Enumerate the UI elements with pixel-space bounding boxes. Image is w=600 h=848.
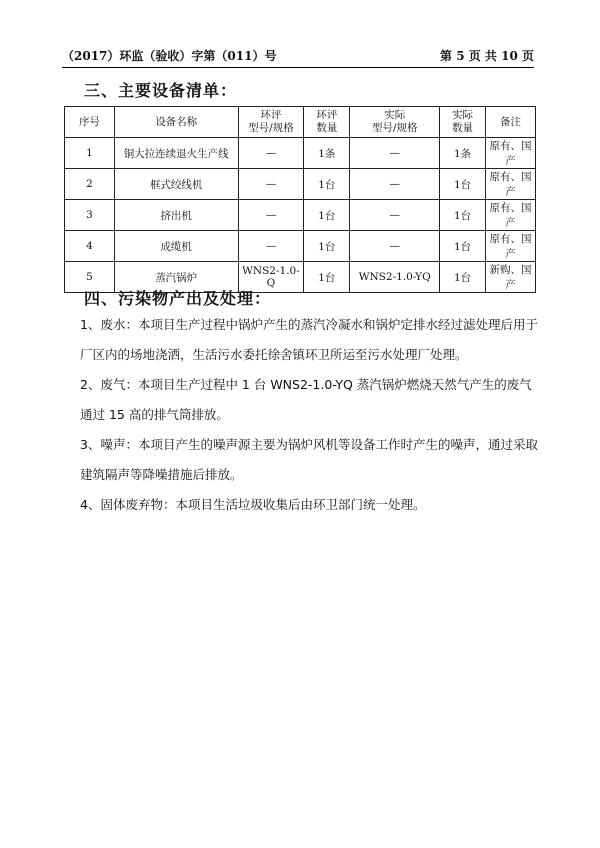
cell-eia-qty: 1台 [304,262,350,293]
paragraph-solid-waste: 4、固体废弃物：本项目生活垃圾收集后由环卫部门统一处理。 [80,497,426,512]
table-row [65,138,536,169]
cell-eia-qty: 1台 [304,200,350,231]
cell-eia-qty: 1台 [304,231,350,262]
col-header-eia-qty: 环评 数量 [304,107,350,138]
cell-index: 4 [65,231,115,262]
table-row [65,169,536,200]
cell-actual-model: — [350,138,440,169]
cell-name: 挤出机 [114,200,238,231]
cell-index: 1 [65,138,115,169]
equipment-table [64,106,536,293]
page-header [62,44,534,66]
cell-actual-qty: 1台 [440,231,486,262]
cell-eia-qty: 1条 [304,138,350,169]
paragraph-exhaust-gas: 2、废气：本项目生产过程中 1 台 WNS2-1.0-YQ 蒸汽锅炉燃烧天然气产生的废气通过 15 高的排气筒排放。 [80,377,532,422]
cell-name: 铜大拉连续退火生产线 [114,138,238,169]
col-header-actual-qty: 实际 数量 [440,107,486,138]
cell-actual-model: — [350,200,440,231]
cell-index: 3 [65,200,115,231]
document-number: （2017）环监（验收）字第（011）号 [62,48,277,63]
cell-name: 蒸汽锅炉 [114,262,238,293]
cell-remark: 原有、国产 [486,169,536,200]
page-info: 第 5 页 共 10 页 [440,48,534,63]
cell-actual-qty: 1台 [440,200,486,231]
cell-actual-model: WNS2-1.0-YQ [350,262,440,293]
cell-remark: 原有、国产 [486,138,536,169]
cell-eia-model: — [238,169,304,200]
col-header-index: 序号 [65,107,115,138]
cell-actual-qty: 1台 [440,262,486,293]
cell-name: 框式绞线机 [114,169,238,200]
cell-remark: 原有、国产 [486,231,536,262]
cell-eia-model: — [238,231,304,262]
cell-eia-qty: 1台 [304,169,350,200]
cell-eia-model: — [238,200,304,231]
cell-remark: 原有、国产 [486,200,536,231]
cell-index: 5 [65,262,115,293]
col-header-actual-model: 实际 型号/规格 [350,107,440,138]
col-header-eia-model: 环评 型号/规格 [238,107,304,138]
cell-eia-model: — [238,138,304,169]
section-title-equipment: 三、主要设备清单： [84,81,238,100]
col-header-remark: 备注 [486,107,536,138]
cell-name: 成缆机 [114,231,238,262]
cell-remark: 新购、国产 [486,262,536,293]
table-row [65,231,536,262]
paragraph-wastewater: 1、废水：本项目生产过程中锅炉产生的蒸汽冷凝水和锅炉定排水经过滤处理后用于厂区内的场地浇洒，生活污水委托徐舍镇环卫所运至污水处理厂处理。 [80,317,538,362]
header-rule [62,67,534,68]
cell-actual-qty: 1台 [440,169,486,200]
cell-actual-qty: 1条 [440,138,486,169]
col-header-name: 设备名称 [114,107,238,138]
paragraph-noise: 3、噪声：本项目产生的噪声源主要为锅炉风机等设备工作时产生的噪声，通过采取建筑隔声等降噪措施后排放。 [80,437,538,482]
cell-actual-model: — [350,231,440,262]
cell-index: 2 [65,169,115,200]
table-header-row [65,107,536,138]
cell-eia-model: WNS2-1.0-Q [238,262,304,293]
section-title-pollutants: 四、污染物产出及处理： [84,289,272,308]
table-row [65,200,536,231]
cell-actual-model: — [350,169,440,200]
